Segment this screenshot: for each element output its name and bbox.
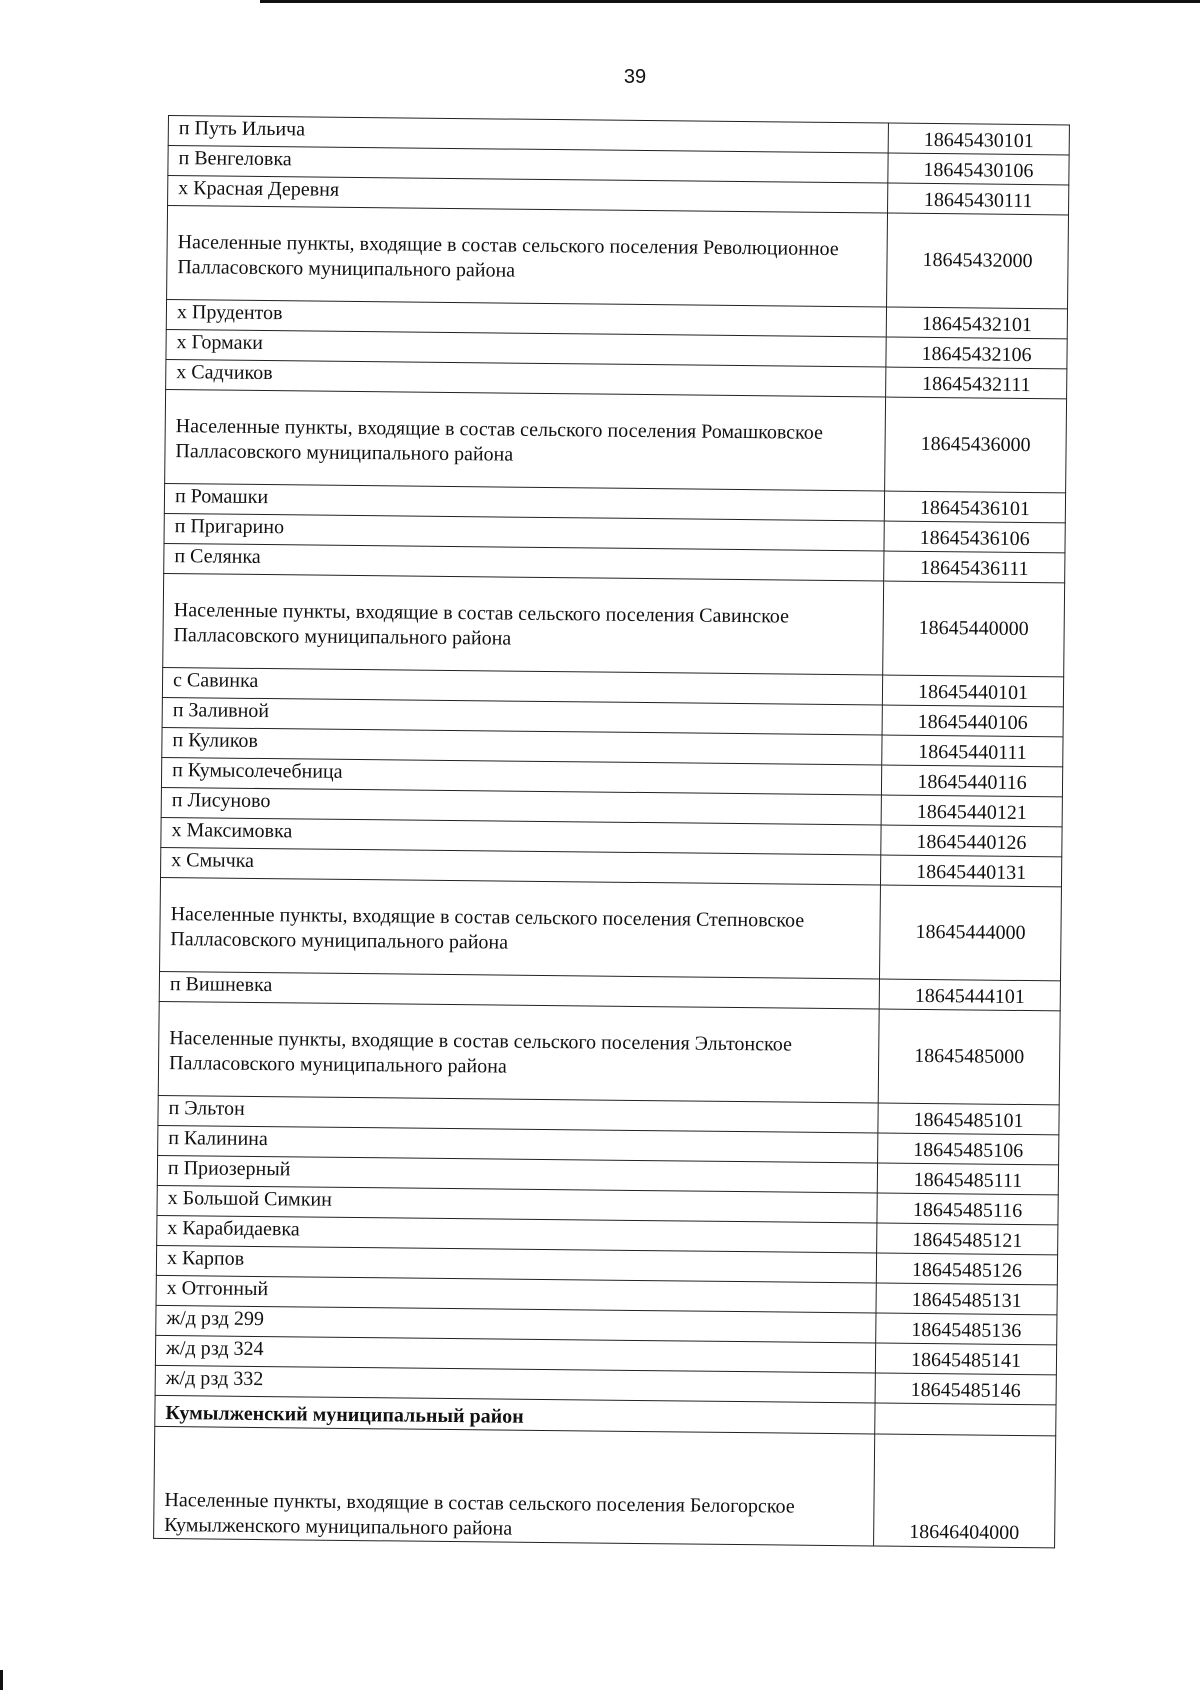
oktmo-code: 18645485146 [875,1373,1056,1405]
oktmo-code: 18645430111 [888,183,1069,215]
settlement-name: х Прудентов [166,299,886,337]
oktmo-code: 18645436000 [885,397,1067,493]
settlement-name: п Селянка [164,543,884,581]
settlement-name: х Гормаки [166,329,886,367]
oktmo-code: 18645440131 [881,855,1062,887]
group-description: Населенные пункты, входящие в состав сельского поселения Степновское Палласовского муниципального района [160,877,881,979]
oktmo-code: 18645440106 [882,705,1063,737]
page-number: 39 [623,66,647,88]
group-row [160,877,1062,980]
district-name: Кумылженский муниципальный район [155,1395,875,1434]
oktmo-code: 18645485111 [877,1163,1058,1195]
settlement-name: п Путь Ильича [168,116,888,154]
group-description: Населенные пункты, входящие в состав сельского поселения Савинское Палласовского муниципального района [163,573,884,675]
settlement-name: с Савинка [162,667,882,705]
settlement-name: п Эльтон [158,1095,878,1133]
settlement-name: п Вишневка [159,971,879,1009]
group-description: Населенные пункты, входящие в состав сельского поселения Эльтонское Палласовского муниципального района [158,1001,879,1103]
settlement-name: п Кумысолечебница [161,757,881,795]
scan-mark [0,1670,3,1690]
oktmo-code: 18645430106 [888,153,1069,185]
oktmo-code: 18645432106 [886,337,1067,369]
oktmo-code: 18645485126 [876,1253,1057,1285]
group-row [154,1426,1056,1547]
settlements-table [153,115,1070,1548]
settlement-name: п Венгеловка [168,146,888,184]
oktmo-code: 18645485106 [878,1133,1059,1165]
oktmo-code: 18645440126 [881,825,1062,857]
group-description: Населенные пункты, входящие в состав сельского поселения Ромашковское Палласовского муниципального района [165,389,886,491]
oktmo-code: 18645440000 [883,581,1065,677]
oktmo-code: 18645485000 [878,1009,1060,1105]
settlement-name: ж/д рзд 324 [155,1335,875,1373]
oktmo-code: 18645432111 [886,367,1067,399]
settlement-name: п Приозерный [157,1155,877,1193]
settlement-name: х Максимовка [161,817,881,855]
group-row [167,206,1069,309]
group-description: Населенные пункты, входящие в состав сельского поселения Революционное Палласовского муниципального района [167,206,888,308]
settlement-name: ж/д рзд 299 [156,1305,876,1343]
group-row [158,1001,1060,1104]
oktmo-code: 18645485101 [878,1103,1059,1135]
oktmo-code: 18645485136 [876,1313,1057,1345]
settlement-name: п Калинина [158,1125,878,1163]
settlement-name: х Карпов [156,1245,876,1283]
settlement-name: ж/д рзд 332 [155,1365,875,1403]
oktmo-code: 18645485116 [877,1193,1058,1225]
settlement-name: х Садчиков [166,359,886,397]
oktmo-code: 18645485141 [875,1343,1056,1375]
oktmo-code: 18645440116 [881,765,1062,797]
settlement-name: п Заливной [162,697,882,735]
oktmo-code: 18645432000 [887,213,1069,309]
settlement-name: п Куликов [162,727,882,765]
oktmo-code: 18645440111 [882,735,1063,767]
group-row [163,573,1065,676]
oktmo-code: 18645444000 [880,885,1062,981]
oktmo-code: 18645436101 [884,491,1065,523]
settlement-name: х Карабидаевка [157,1215,877,1253]
oktmo-code: 18645432101 [886,307,1067,339]
oktmo-code: 18645485121 [877,1223,1058,1255]
oktmo-code: 18645436106 [884,521,1065,553]
settlement-name: п Пригарино [164,513,884,551]
oktmo-code: 18645430101 [888,123,1069,155]
group-description: Населенные пункты, входящие в состав сельского поселения Белогорское Кумылженского муниципального района [154,1426,875,1546]
settlement-name: п Лисуново [161,787,881,825]
oktmo-code [875,1403,1056,1436]
oktmo-code: 18646404000 [874,1434,1056,1548]
table-body [154,116,1070,1548]
oktmo-code: 18645485131 [876,1283,1057,1315]
settlement-name: х Отгонный [156,1275,876,1313]
oktmo-code: 18645440101 [882,675,1063,707]
oktmo-code: 18645436111 [884,551,1065,583]
settlement-name: х Большой Симкин [157,1185,877,1223]
settlement-name: х Смычка [161,847,881,885]
oktmo-code: 18645440121 [881,795,1062,827]
oktmo-code: 18645444101 [879,979,1060,1011]
top-rule [260,0,1200,3]
settlement-name: х Красная Деревня [168,176,888,214]
group-row [165,389,1067,492]
settlement-name: п Ромашки [164,483,884,521]
